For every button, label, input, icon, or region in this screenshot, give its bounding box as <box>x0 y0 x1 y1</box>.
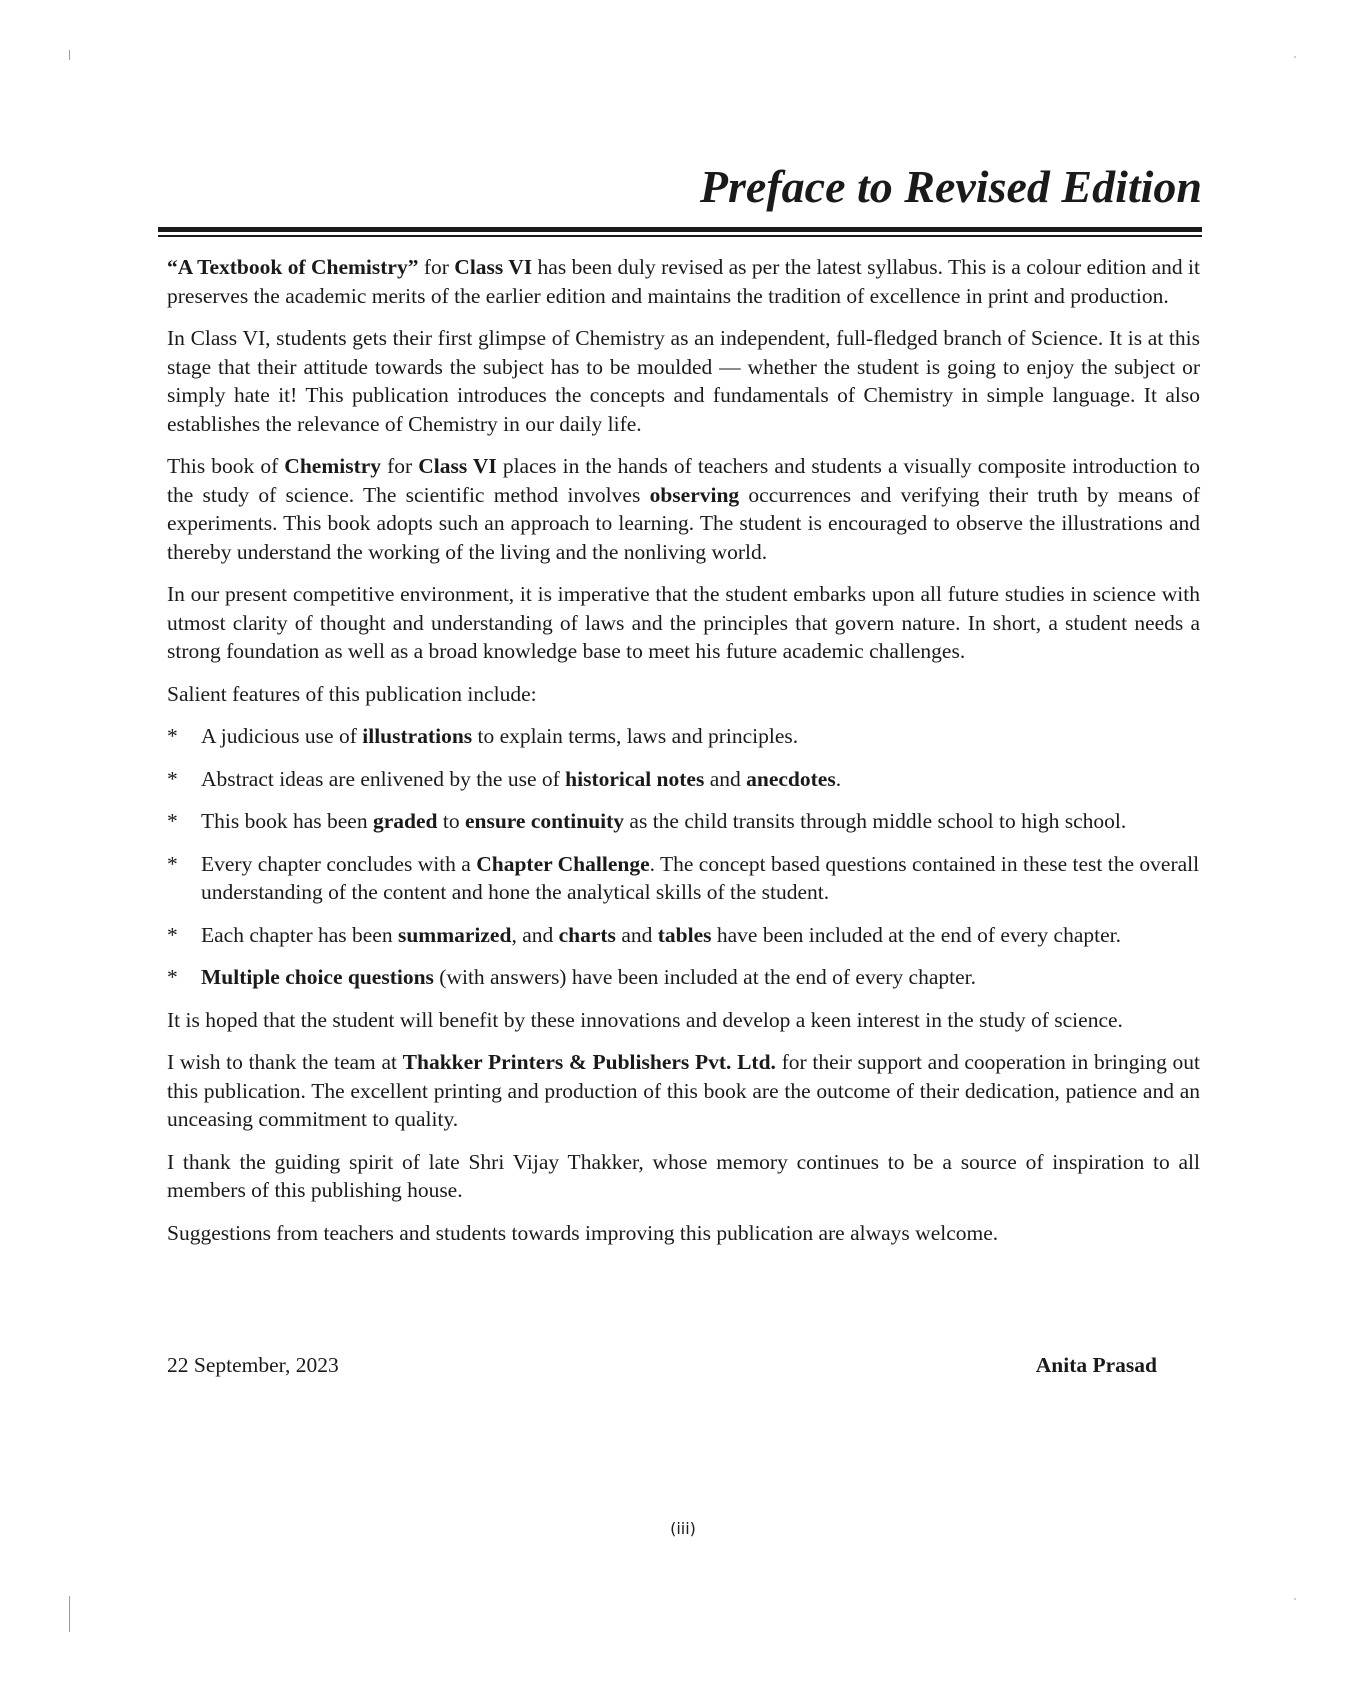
bullet-marker: * <box>167 965 178 989</box>
author-name: Anita Prasad <box>1035 1353 1157 1377</box>
list-item: * Multiple choice questions (with answers) have been included at the end of every chapter. <box>167 963 1200 992</box>
list-item: * A judicious use of illustrations to explain terms, laws and principles. <box>167 722 1200 751</box>
title-rule-thin <box>158 235 1202 237</box>
bullet-marker: * <box>167 724 178 748</box>
page-title: Preface to Revised Edition <box>699 161 1202 212</box>
paragraph-hope: It is hoped that the student will benefit by these innovations and develop a keen interest in the study of science. <box>167 1007 1123 1032</box>
page-number: (iii) <box>670 1519 696 1538</box>
preface-body <box>167 253 1200 1261</box>
paragraph-approach: This book of Chemistry for Class VI places in the hands of teachers and students a visually composite introduction to the study of science. The scientific method involves observing occurrences and verifying their truth by means of experiments. This book adopts such an approach to learning. The student is encouraged to observe the illustrations and thereby understand the working of the living and the nonliving world. <box>167 454 1200 564</box>
list-item: * Abstract ideas are enlivened by the use of historical notes and anecdotes. <box>167 765 1200 794</box>
list-item: * This book has been graded to ensure continuity as the child transits through middle school to high school. <box>167 807 1200 836</box>
publisher-name: Thakker Printers & Publishers Pvt. Ltd. <box>402 1050 776 1074</box>
paragraph-glimpse: In Class VI, students gets their first glimpse of Chemistry as an independent, full-fledged branch of Science. It is at this stage that their attitude towards the subject has to be moulded — whether the student is going to enjoy the subject or simply hate it! This publication introduces the concepts and fundamentals of Chemistry in simple language. It also establishes the relevance of Chemistry in our daily life. <box>167 326 1200 436</box>
crop-mark-top-left <box>69 50 70 60</box>
title-rule-thick <box>158 227 1202 232</box>
paragraph-thanks-spirit: I thank the guiding spirit of late Shri Vijay Thakker, whose memory continues to be a source of inspiration to all members of this publishing house. <box>167 1149 1200 1202</box>
paragraph-suggestions: Suggestions from teachers and students towards improving this publication are always welcome. <box>167 1220 999 1245</box>
list-item: * Each chapter has been summarized, and charts and tables have been included at the end of every chapter. <box>167 921 1200 950</box>
list-item: * Every chapter concludes with a Chapter Challenge. The concept based questions contained in these test the overall understanding of the content and hone the analytical skills of the student. <box>167 851 1200 904</box>
book-title: “A Textbook of Chemistry” <box>167 255 419 279</box>
preface-date: 22 September, 2023 <box>167 1353 339 1377</box>
features-intro: Salient features of this publication include: <box>167 681 537 706</box>
features-list <box>167 722 1200 992</box>
paragraph-thanks-publisher: I wish to thank the team at Thakker Printers & Publishers Pvt. Ltd. for their support and cooperation in bringing out this publication. The excellent printing and production of this book are the outcome of their dedication, patience and an unceasing commitment to quality. <box>167 1050 1200 1131</box>
bullet-marker: * <box>167 766 178 791</box>
paragraph-intro: “A Textbook of Chemistry” for Class VI has been duly revised as per the latest syllabus. This is a colour edition and it preserves the academic merits of the earlier edition and maintains the tradition of excellence in print and production. <box>167 255 1200 308</box>
bullet-marker: * <box>167 922 178 947</box>
paragraph-competitive: In our present competitive environment, it is imperative that the student embarks upon all future studies in science with utmost clarity of thought and understanding of laws and the principles that govern nature. In short, a student needs a strong foundation as well as a broad knowledge base to meet his future academic challenges. <box>167 582 1200 663</box>
class-label: Class VI <box>454 255 533 279</box>
crop-mark-top-right <box>1294 56 1296 58</box>
bullet-marker: * <box>167 809 178 833</box>
crop-mark-bottom-right <box>1294 1598 1296 1600</box>
bullet-marker: * <box>167 851 178 876</box>
crop-mark-bottom-left <box>69 1596 70 1632</box>
